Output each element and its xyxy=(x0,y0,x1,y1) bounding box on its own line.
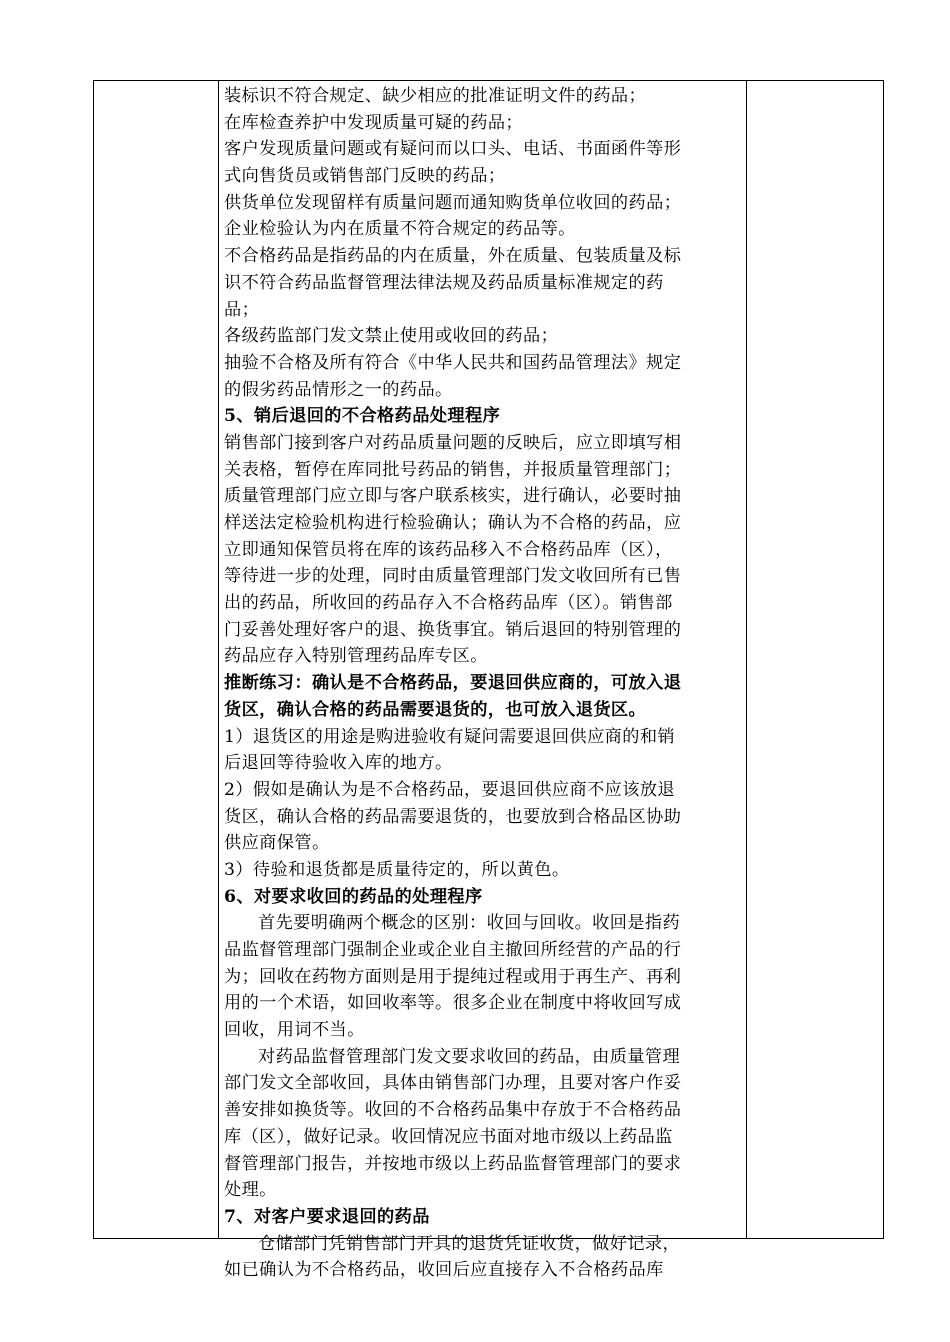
paragraph-line: 等待进一步的处理，同时由质量管理部门发文收回所有已售 xyxy=(224,566,682,587)
paragraph-line: 客户发现质量问题或有疑问而以口头、电话、书面函件等形 xyxy=(224,139,682,160)
paragraph-line: 用的一个术语，如回收率等。很多企业在制度中将收回写成 xyxy=(224,993,682,1014)
paragraph-line: 质量管理部门应立即与客户联系核实，进行确认，必要时抽 xyxy=(224,486,682,507)
paragraph-line: 回收，用词不当。 xyxy=(224,1020,365,1041)
section-heading: 6、对要求收回的药品的处理程序 xyxy=(224,886,483,907)
paragraph-line: 库（区），做好记录。收回情况应书面对地市级以上药品监 xyxy=(224,1126,673,1147)
paragraph-line: 各级药监部门发文禁止使用或收回的药品； xyxy=(224,326,559,347)
section-heading: 7、对客户要求退回的药品 xyxy=(224,1206,430,1227)
paragraph-line: 如已确认为不合格药品，收回后应直接存入不合格药品库 xyxy=(224,1260,664,1281)
paragraph-line: 门妥善处理好客户的退、换货事宜。销后退回的特别管理的 xyxy=(224,619,682,640)
right-empty-cell xyxy=(746,81,883,1238)
paragraph-line: 式向售货员或销售部门反映的药品； xyxy=(224,166,506,187)
paragraph-line: 处理。 xyxy=(224,1180,277,1201)
paragraph-line: 对药品监督管理部门发文要求收回的药品，由质量管理 xyxy=(258,1046,681,1067)
section-heading: 货区，确认合格的药品需要退货的，也可放入退货区。 xyxy=(224,699,647,720)
content-cell xyxy=(224,83,744,1284)
paragraph-line: 销售部门接到客户对药品质量问题的反映后，应立即填写相 xyxy=(224,432,682,453)
left-empty-cell xyxy=(94,81,219,1238)
paragraph-line: 为；回收在药物方面则是用于提纯过程或用于再生产、再利 xyxy=(224,966,682,987)
paragraph-line: 立即通知保管员将在库的该药品移入不合格药品库（区）， xyxy=(224,539,673,560)
paragraph-line: 2）假如是确认为是不合格药品，要退回供应商不应该放退 xyxy=(224,779,676,800)
paragraph-line: 出的药品，所收回的药品存入不合格药品库（区）。销售部 xyxy=(224,593,673,614)
paragraph-line: 药品应存入特别管理药品库专区。 xyxy=(224,646,488,667)
paragraph-line: 关表格，暂停在库同批号药品的销售，并报质量管理部门； xyxy=(224,459,682,480)
paragraph-line: 样送法定检验机构进行检验确认；确认为不合格的药品，应 xyxy=(224,513,682,533)
section-heading: 推断练习：确认是不合格药品，要退回供应商的，可放入退 xyxy=(224,673,682,694)
paragraph-line: 抽验不合格及所有符合《中华人民共和国药品管理法》规定 xyxy=(224,352,682,373)
paragraph-line: 装标识不符合规定、缺少相应的批准证明文件的药品； xyxy=(224,86,647,106)
paragraph-line: 首先要明确两个概念的区别：收回与回收。收回是指药 xyxy=(258,913,681,934)
paragraph-line: 品监督管理部门强制企业或企业自主撤回所经营的产品的行 xyxy=(224,940,682,960)
paragraph-line: 供应商保管。 xyxy=(224,833,330,854)
paragraph-line: 在库检查养护中发现质量可疑的药品； xyxy=(224,112,523,133)
paragraph-line: 货区，确认合格的药品需要退货的，也要放到合格品区协助 xyxy=(224,806,682,827)
paragraph-line: 不合格药品是指药品的内在质量，外在质量、包装质量及标 xyxy=(224,246,682,267)
paragraph-line: 仓储部门凭销售部门开具的退货凭证收货，做好记录， xyxy=(258,1233,681,1254)
paragraph-line: 1）退货区的用途是购进验收有疑问需要退回供应商的和销 xyxy=(224,726,676,747)
paragraph-line: 善安排如换货等。收回的不合格药品集中存放于不合格药品 xyxy=(224,1100,682,1121)
paragraph-line: 品； xyxy=(224,299,260,320)
section-heading: 5、销后退回的不合格药品处理程序 xyxy=(224,406,501,427)
paragraph-line: 识不符合药品监督管理法律法规及药品质量标准规定的药 xyxy=(224,272,664,293)
document-table xyxy=(93,80,884,1281)
paragraph-line: 3）待验和退货都是质量待定的，所以黄色。 xyxy=(224,859,570,880)
paragraph-line: 企业检验认为内在质量不符合规定的药品等。 xyxy=(224,219,576,240)
paragraph-line: 的假劣药品情形之一的药品。 xyxy=(224,379,453,400)
paragraph-line: 部门发文全部收回，具体由销售部门办理，且要对客户作妥 xyxy=(224,1073,682,1094)
paragraph-line: 督管理部门报告，并按地市级以上药品监督管理部门的要求 xyxy=(224,1153,682,1174)
paragraph-line: 供货单位发现留样有质量问题而通知购货单位收回的药品； xyxy=(224,192,682,213)
paragraph-line: 后退回等待验收入库的地方。 xyxy=(224,753,453,774)
